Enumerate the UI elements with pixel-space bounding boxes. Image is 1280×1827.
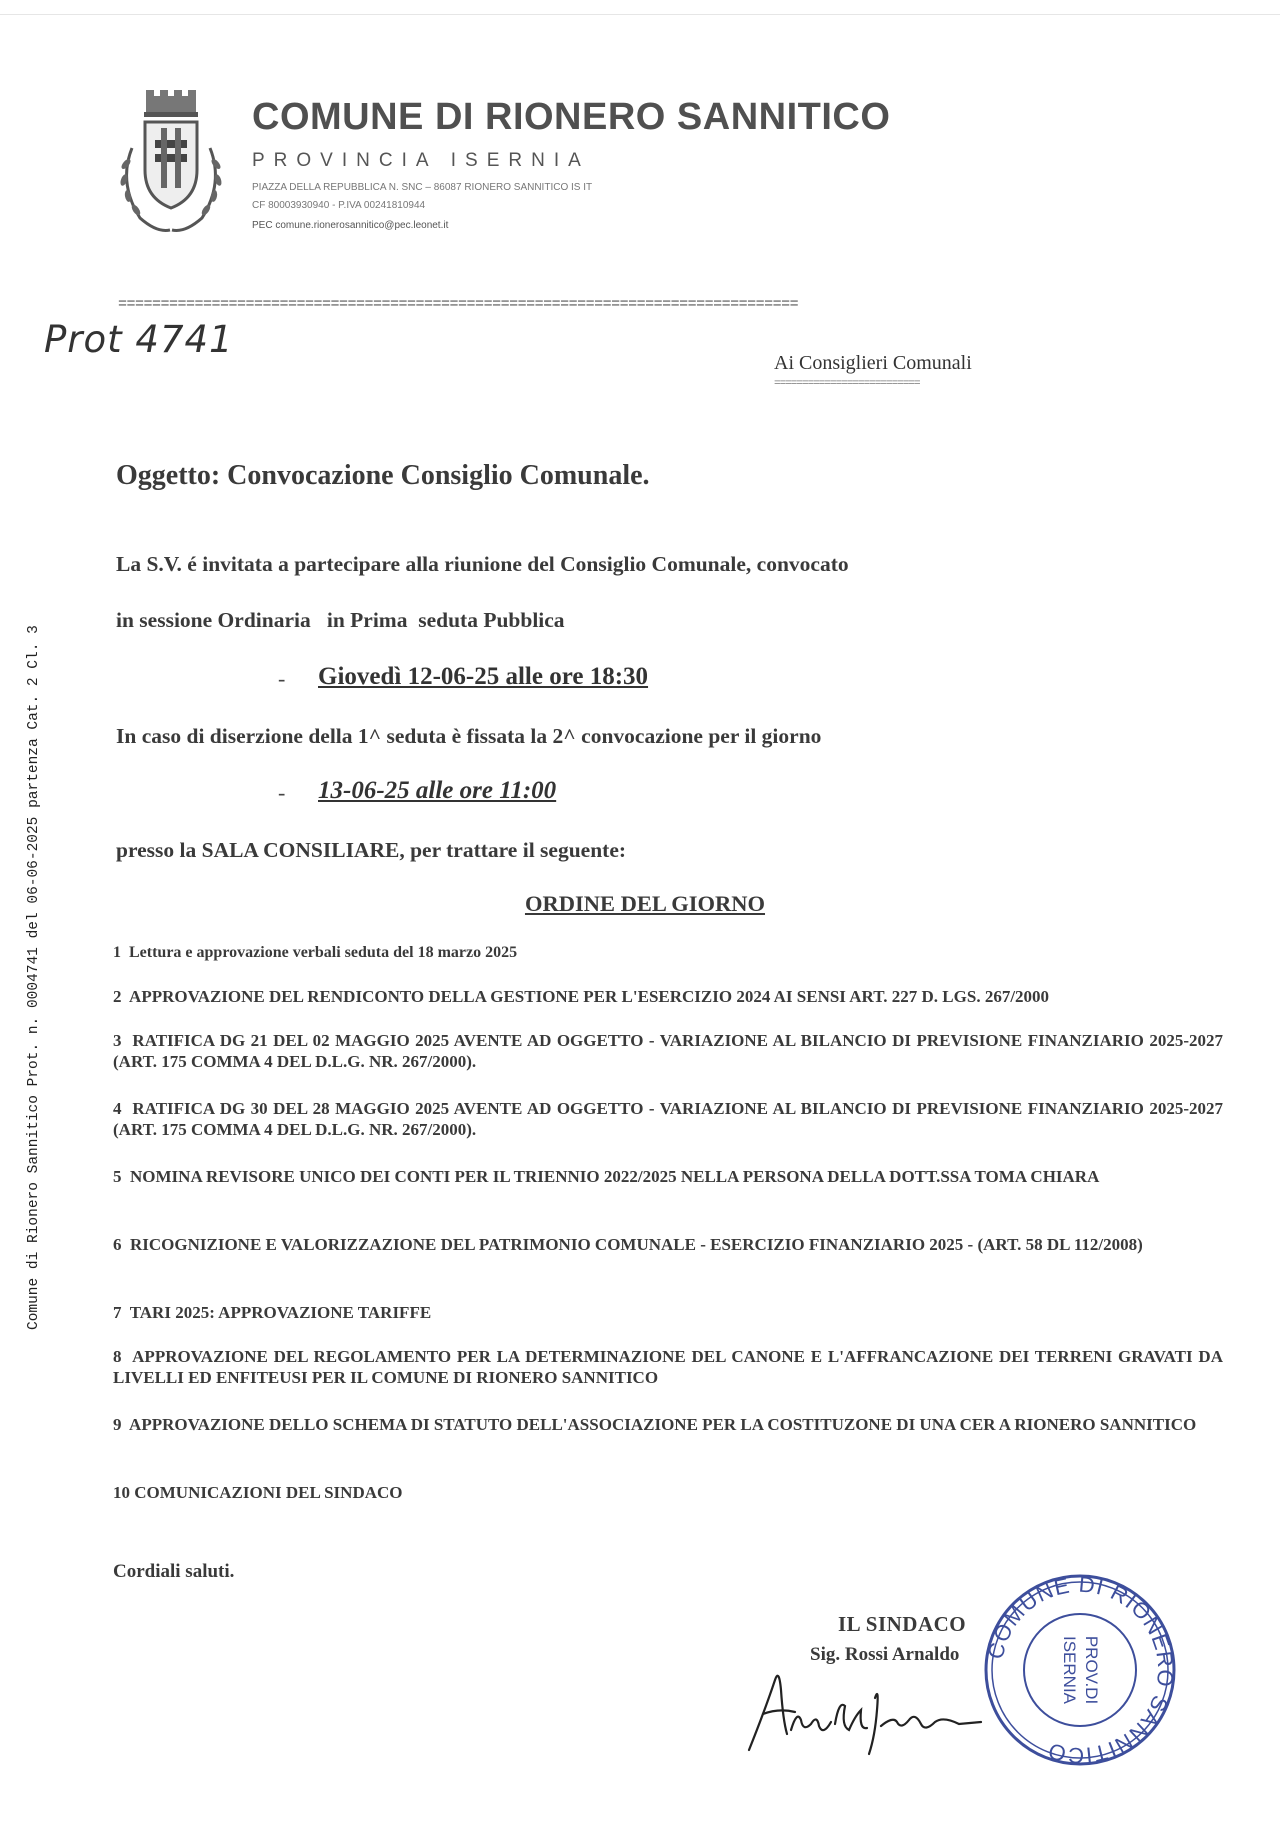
agenda-item: 2 APPROVAZIONE DEL RENDICONTO DELLA GESTIONE PER L'ESERCIZIO 2024 AI SENSI ART. 227 D. LGS. 267/2000 — [113, 987, 1050, 1006]
agenda-item: 10 COMUNICAZIONI DEL SINDACO — [113, 1483, 403, 1502]
recipient-underline: ========================== — [774, 378, 920, 390]
session-type-text: in sessione Ordinaria in Prima seduta Pubblica — [116, 608, 565, 632]
fiscal-code-line: CF 80003930940 - P.IVA 00241810944 — [252, 200, 426, 211]
svg-text:COMUNE DI RIONERO SANNITICO — [983, 1572, 1179, 1769]
stamp-inner-line2: ISERNIA — [1060, 1635, 1079, 1705]
recipient-label: Ai Consiglieri Comunali — [774, 352, 972, 374]
stamp-outer-text: COMUNE DI RIONERO SANNITICO — [982, 1571, 1179, 1769]
header-separator: ================================================================================ — [118, 296, 799, 313]
municipality-title: COMUNE DI RIONERO SANNITICO — [252, 96, 891, 138]
province-name: PROVINCIA ISERNIA — [252, 150, 590, 171]
second-convocation-text: In caso di diserzione della 1^ seduta è fissata la 2^ convocazione per il giorno — [116, 724, 822, 748]
handwritten-signature — [745, 1650, 985, 1760]
agenda-item: 5 NOMINA REVISORE UNICO DEI CONTI PER IL TRIENNIO 2022/2025 NELLA PERSONA DELLA DOTT.SSA TOMA CHIARA — [113, 1167, 1100, 1186]
agenda-heading: ORDINE DEL GIORNO — [524, 891, 766, 916]
handwritten-protocol-number: Prot 4741 — [44, 318, 234, 361]
bullet-dash: - — [278, 780, 286, 805]
municipal-crest-logo — [112, 88, 230, 238]
closing-greeting: Cordiali saluti. — [113, 1561, 235, 1582]
official-stamp — [980, 1570, 1180, 1770]
agenda-item: 9 APPROVAZIONE DELLO SCHEMA DI STATUTO DELL'ASSOCIAZIONE PER LA COSTITUZONE DI UNA CER A RIONERO SANNITICO — [113, 1415, 1197, 1434]
agenda-item: 6 RICOGNIZIONE E VALORIZZAZIONE DEL PATRIMONIO COMUNALE - ESERCIZIO FINANZIARIO 2025 - (ART. 58 DL 112/2008) — [113, 1235, 1143, 1254]
agenda-item: 3 RATIFICA DG 21 DEL 02 MAGGIO 2025 AVENTE AD OGGETTO - VARIAZIONE AL BILANCIO DI PREVISIONE FINANZIARIO 2025-2027 (ART. 175 COMMA 4 DEL D.L.G. NR. 267/2000). — [113, 1031, 1228, 1071]
signatory-name: Sig. Rossi Arnaldo — [810, 1644, 960, 1665]
first-meeting-date: Giovedì 12-06-25 alle ore 18:30 — [318, 663, 649, 690]
location-text: presso la SALA CONSILIARE, per trattare il seguente: — [116, 838, 627, 862]
signatory-title: IL SINDACO — [838, 1612, 967, 1636]
agenda-item: 4 RATIFICA DG 30 DEL 28 MAGGIO 2025 AVENTE AD OGGETTO - VARIAZIONE AL BILANCIO DI PREVISIONE FINANZIARIO 2025-2027 (ART. 175 COMMA 4 DEL D.L.G. NR. 267/2000). — [113, 1099, 1228, 1139]
address-line: PIAZZA DELLA REPUBBLICA N. SNC – 86087 RIONERO SANNITICO IS IT — [252, 182, 593, 193]
bullet-dash: - — [278, 666, 286, 691]
agenda-item: 1 Lettura e approvazione verbali seduta del 18 marzo 2025 — [113, 944, 518, 961]
pec-email: PEC comune.rionerosannitico@pec.leonet.it — [252, 220, 449, 231]
page-top-rule — [0, 14, 1280, 15]
agenda-item: 7 TARI 2025: APPROVAZIONE TARIFFE — [113, 1303, 432, 1322]
subject-line: Oggetto: Convocazione Consiglio Comunale. — [116, 460, 650, 491]
stamp-inner-line1: PROV.DI — [1082, 1635, 1101, 1705]
agenda-item: 8 APPROVAZIONE DEL REGOLAMENTO PER LA DETERMINAZIONE DEL CANONE E L'AFFRANCAZIONE DEI TERRENI GRAVATI DA LIVELLI ED ENFITEUSI PER IL COMUNE DI RIONERO SANNITICO — [113, 1347, 1228, 1387]
invitation-text: La S.V. é invitata a partecipare alla riunione del Consiglio Comunale, convocato — [116, 552, 849, 576]
second-meeting-date: 13-06-25 alle ore 11:00 — [318, 777, 557, 804]
protocol-side-stamp: Comune di Rionero Sannitico Prot. n. 0004741 del 06-06-2025 partenza Cat. 2 Cl. 3 — [26, 625, 42, 1330]
